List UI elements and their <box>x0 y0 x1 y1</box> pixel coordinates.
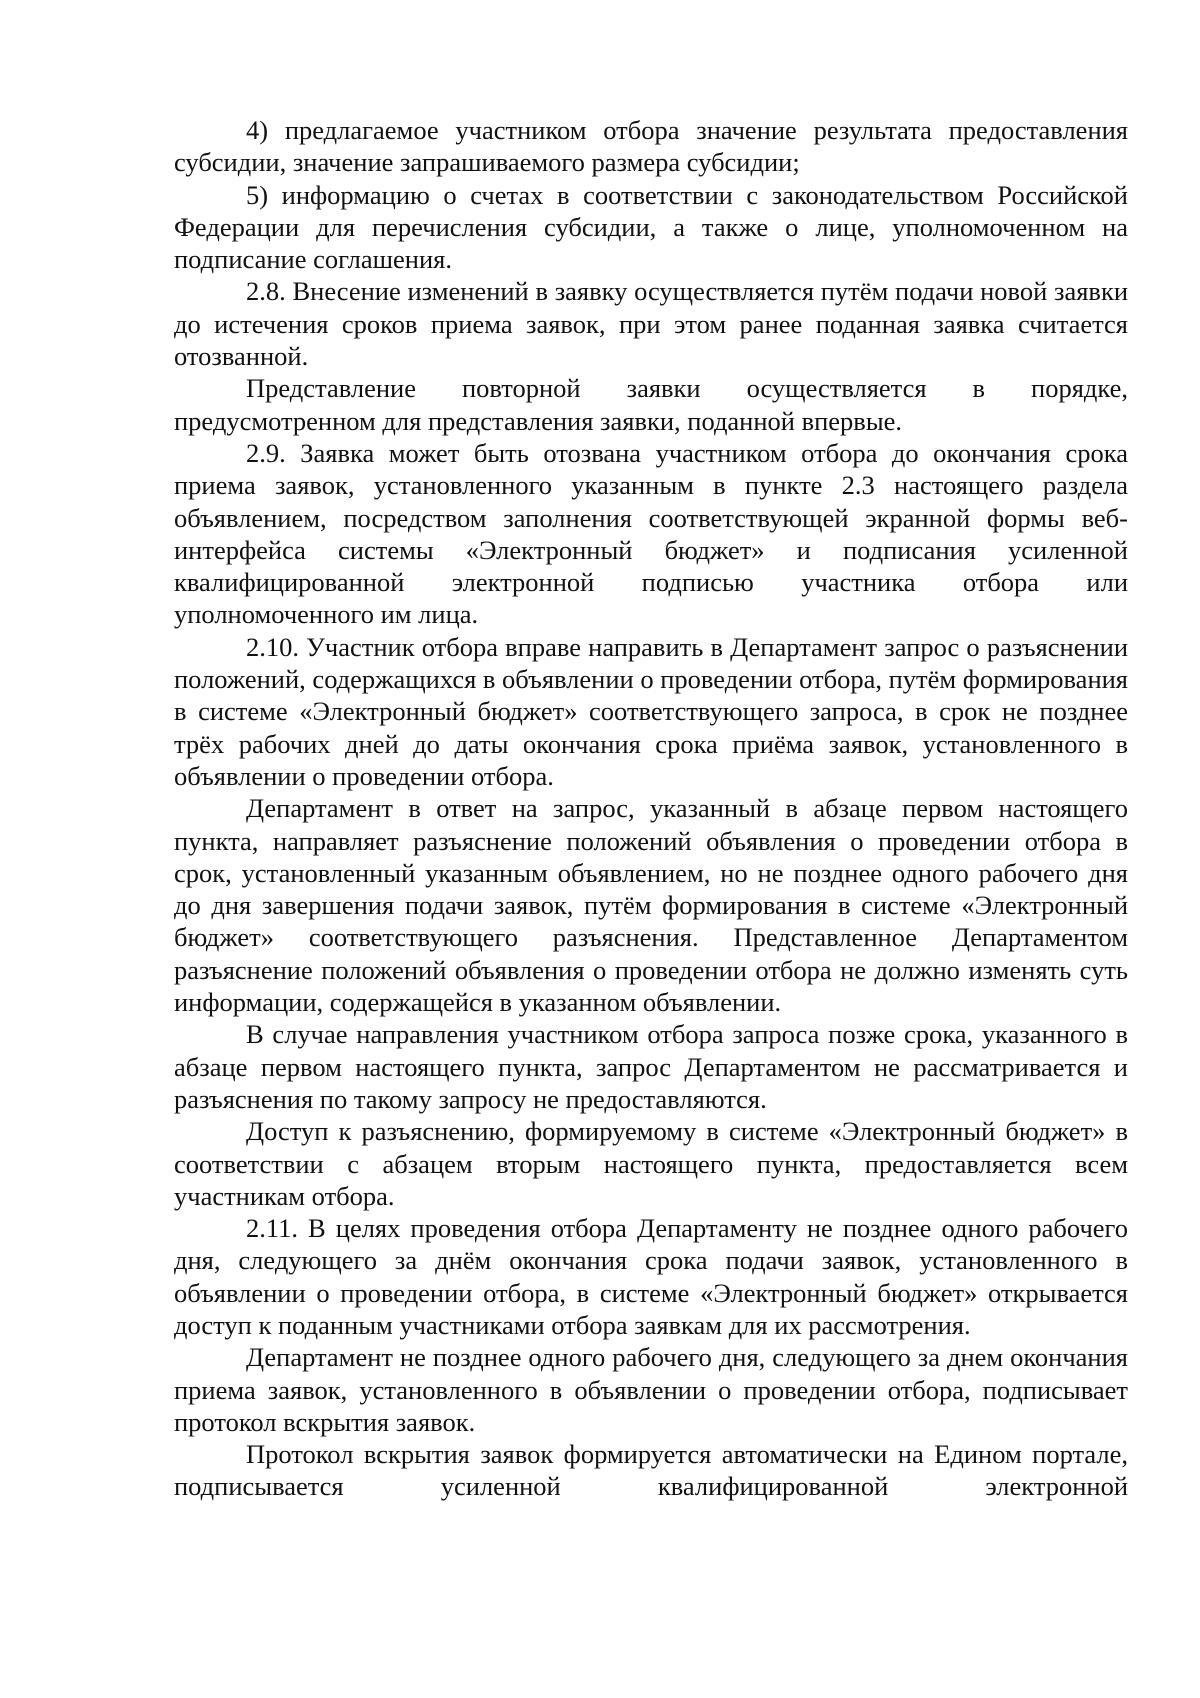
paragraph-access-clarification: Доступ к разъяснению, формируемому в системе «Электронный бюджет» в соответствии с абзацем вторым настоящего пункта, предоставляется всем участникам отбора. <box>174 1116 1128 1211</box>
document-body <box>174 114 1128 1503</box>
paragraph-repeat-application: Представление повторной заявки осуществляется в порядке, предусмотренном для представления заявки, поданной впервые. <box>174 373 1128 436</box>
paragraph-late-request: В случае направления участником отбора запроса позже срока, указанного в абзаце первом настоящего пункта, запрос Департаментом не рассматривается и разъяснения по такому запросу не предоставляются. <box>174 1019 1128 1114</box>
paragraph-2-11: 2.11. В целях проведения отбора Департаменту не позднее одного рабочего дня, следующего за днём окончания срока подачи заявок, установленного в объявлении о проведении отбора, в системе «Электронный бюджет» открывается доступ к поданным участниками отбора заявкам для их рассмотрения. <box>174 1213 1128 1340</box>
paragraph-item-5: 5) информацию о счетах в соответствии с законодательством Российской Федерации для перечисления субсидии, а также о лице, уполномоченном на подписание соглашения. <box>174 179 1128 275</box>
paragraph-opening-protocol-signing: Департамент не позднее одного рабочего дня, следующего за днем окончания приема заявок, установленного в объявлении о проведении отбора, подписывает протокол вскрытия заявок. <box>174 1342 1128 1437</box>
paragraph-item-4: 4) предлагаемое участником отбора значение результата предоставления субсидии, значение запрашиваемого размера субсидии; <box>174 115 1128 178</box>
paragraph-department-response: Департамент в ответ на запрос, указанный в абзаце первом настоящего пункта, направляет разъяснение положений объявления о проведении отбора в срок, установленный указанным объявлением, но не позднее одного рабочего дня до дня завершения подачи заявок, путём формирования в системе «Электронный бюджет» соответствующего разъяснения. Представленное Департаментом разъяснение положений объявления о проведении отбора не должно изменять суть информации, содержащейся в указанном объявлении. <box>174 793 1128 1018</box>
paragraph-opening-protocol-formed: Протокол вскрытия заявок формируется автоматически на Едином портале, подписывается усиленной квалифицированной электронной <box>174 1439 1128 1502</box>
paragraph-2-8: 2.8. Внесение изменений в заявку осуществляется путём подачи новой заявки до истечения сроков приема заявок, при этом ранее поданная заявка считается отозванной. <box>174 276 1128 372</box>
paragraph-2-10: 2.10. Участник отбора вправе направить в Департамент запрос о разъяснении положений, содержащихся в объявлении о проведении отбора, путём формирования в системе «Электронный бюджет» соответствующего запроса, в срок не позднее трёх рабочих дней до даты окончания срока приёма заявок, установленного в объявлении о проведении отбора. <box>174 631 1128 791</box>
paragraph-2-9: 2.9. Заявка может быть отозвана участником отбора до окончания срока приема заявок, установленного указанным в пункте 2.3 настоящего раздела объявлением, посредством заполнения соответствующей экранной формы веб-интерфейса системы «Электронный бюджет» и подписания усиленной квалифицированной электронной подписью участника отбора или уполномоченного им лица. <box>174 437 1128 630</box>
